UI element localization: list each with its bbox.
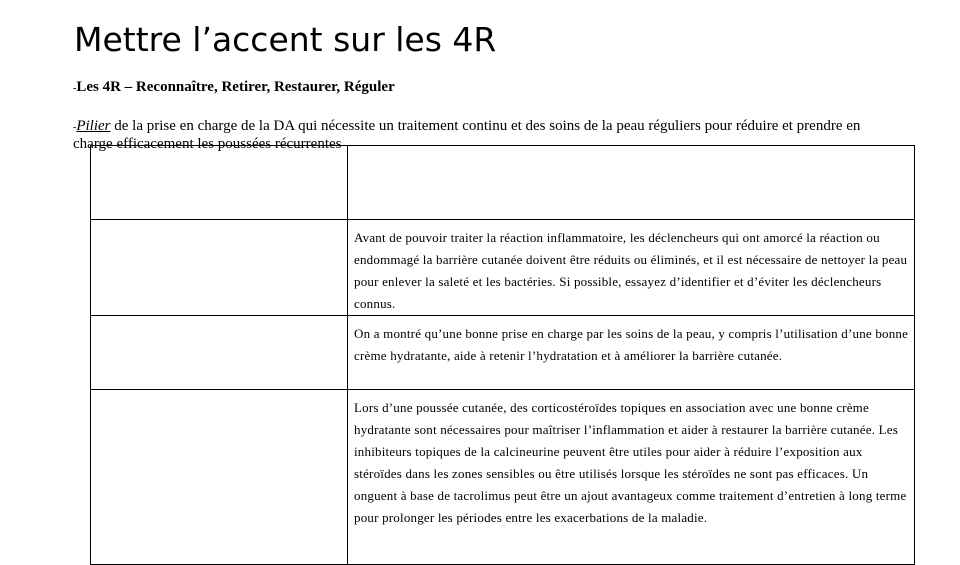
bullet-text: Les 4R – Reconnaître, Retirer, Restaurer, Réguler	[76, 79, 395, 95]
table-cell-text	[348, 146, 915, 220]
bullet-lead-term: Pilier	[76, 118, 111, 134]
four-r-table	[90, 145, 915, 565]
bullet-mark: -	[73, 122, 77, 133]
table-row	[91, 390, 915, 565]
bullet-4r	[73, 78, 395, 96]
table-cell-label	[91, 390, 348, 565]
bullet-mark: -	[73, 83, 77, 94]
bullet-text: de la prise en charge de la DA qui nécessite un traitement continu et des soins de la peau réguliers pour réduire et prendre en charge efficacement les poussées récurrentes	[73, 118, 861, 152]
table-row	[91, 146, 915, 220]
table-cell-label	[91, 146, 348, 220]
table-cell-text: Avant de pouvoir traiter la réaction inflammatoire, les déclencheurs qui ont amorcé la réaction ou endommagé la barrière cutanée doivent être réduits ou éliminés, et il est nécessaire de nettoyer la peau pour enlever la saleté et les bactéries. Si possible, essayez d’identifier et d’éviter les déclencheurs connus.	[348, 220, 915, 316]
table-cell-text: Lors d’une poussée cutanée, des corticostéroïdes topiques en association avec une bonne crème hydratante sont nécessaires pour maîtriser l’inflammation et aider à restaurer la barrière cutanée. Les inhibiteurs topiques de la calcineurine peuvent être utiles pour aider à réduire l’exposition aux stéroïdes dans les zones sensibles ou être utilisés lorsque les stéroïdes ne sont pas efficaces. Un onguent à base de tacrolimus peut être un ajout avantageux comme traitement d’entretien à long terme pour prolonger les périodes entre les exacerbations de la maladie.	[348, 390, 915, 565]
slide-title: Mettre l’accent sur les 4R	[74, 20, 497, 59]
table-cell-text: On a montré qu’une bonne prise en charge par les soins de la peau, y compris l’utilisation d’une bonne crème hydratante, aide à retenir l’hydratation et à améliorer la barrière cutanée.	[348, 316, 915, 390]
table-row	[91, 220, 915, 316]
table-cell-label	[91, 220, 348, 316]
table-cell-label	[91, 316, 348, 390]
table-row	[91, 316, 915, 390]
